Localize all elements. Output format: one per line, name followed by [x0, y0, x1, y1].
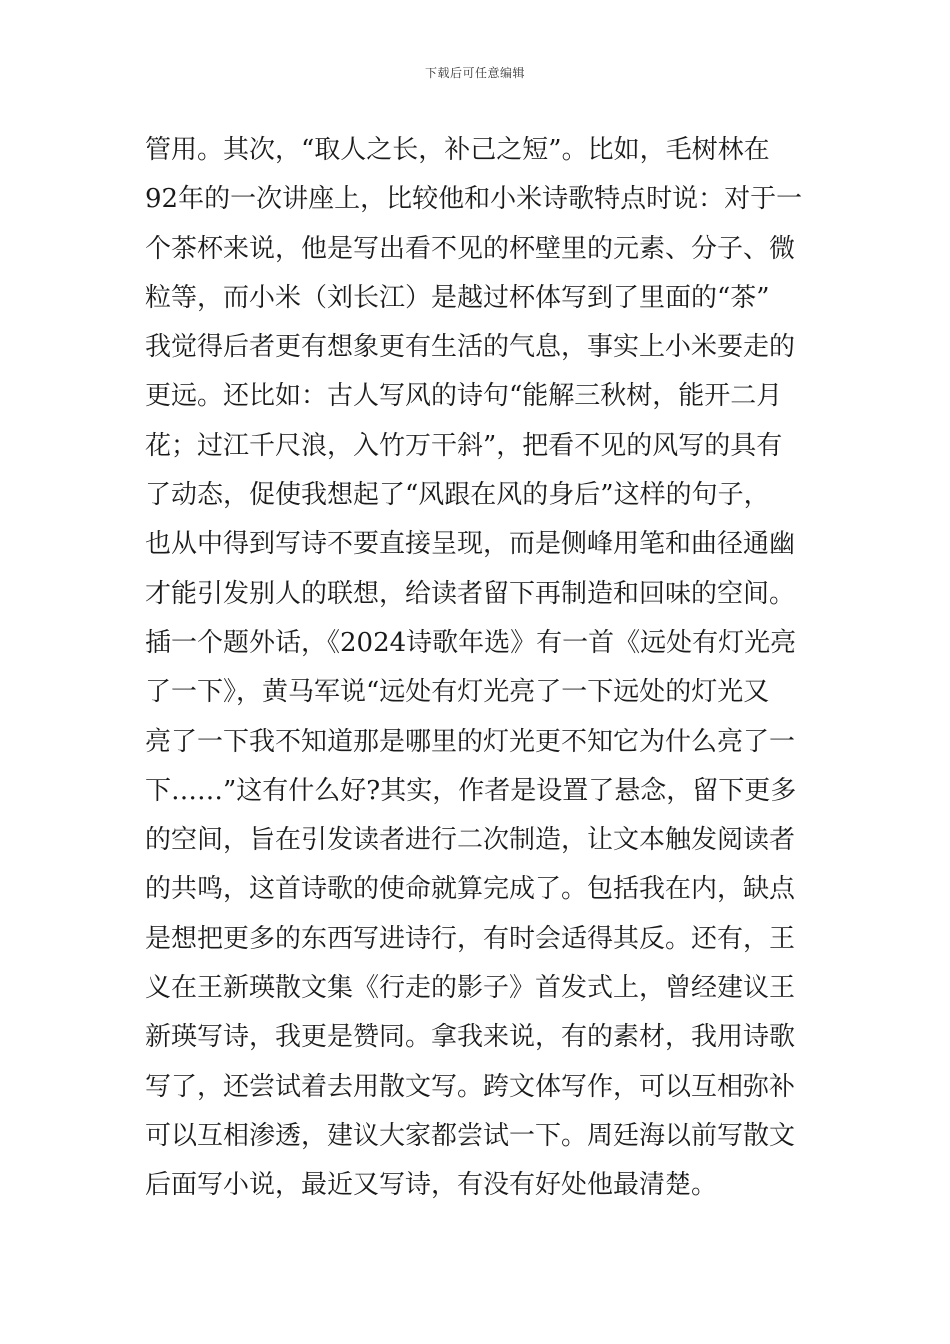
text-line: 新瑛写诗，我更是赞同。拿我来说，有的素材，我用诗歌 — [145, 1022, 796, 1053]
text-line: 才能引发别人的联想，给读者留下再制造和回味的空间。 — [145, 578, 796, 609]
page-header: 下载后可任意编辑 — [424, 66, 525, 80]
text-line: 管用。其次，“取人之长，补己之短”。比如，毛树林在 — [145, 135, 770, 165]
text-line: 花；过江千尺浪，入竹万干斜”，把看不见的风写的具有 — [145, 430, 783, 461]
text-line: 后面写小说，最近又写诗，有没有好处他最清楚。 — [145, 1170, 718, 1201]
text-line: 92年的一次讲座上，比较他和小米诗歌特点时说：对于一 — [145, 184, 803, 215]
text-line: 粒等，而小米（刘长江）是越过杯体写到了里面的“茶” — [145, 282, 770, 313]
text-line: 写了，还尝试着去用散文写。跨文体写作，可以互相弥补 — [145, 1071, 796, 1102]
text-line: 义在王新瑛散文集《行走的影子》首发式上，曾经建议王 — [145, 973, 796, 1004]
text-line: 我觉得后者更有想象更有生活的气息，事实上小米要走的 — [145, 332, 796, 363]
text-line: 的空间，旨在引发读者进行二次制造，让文本触发阅读者 — [145, 825, 796, 856]
text-line: 的共鸣，这首诗歌的使命就算完成了。包括我在内，缺点 — [145, 874, 796, 905]
text-line: 个茶杯来说，他是写出看不见的杯壁里的元素、分子、微 — [145, 233, 796, 264]
text-line: 也从中得到写诗不要直接呈现，而是侧峰用笔和曲径通幽 — [145, 529, 796, 560]
text-line: 了一下》，黄马军说“远处有灯光亮了一下远处的灯光又 — [145, 677, 770, 708]
text-line: 插一个题外话，《2024诗歌年选》有一首《远处有灯光亮 — [145, 627, 797, 658]
text-line: 了动态，促使我想起了“风跟在风的身后”这样的句子， — [145, 480, 770, 511]
text-line: 更远。还比如：古人写风的诗句“能解三秋树，能开二月 — [145, 381, 783, 412]
document-body — [145, 126, 810, 1211]
text-line: 可以互相渗透，建议大家都尝试一下。周廷海以前写散文 — [145, 1120, 796, 1151]
text-line: 亮了一下我不知道那是哪里的灯光更不知它为什么亮了一 — [145, 726, 796, 757]
text-line: 是想把更多的东西写进诗行，有时会适得其反。还有，王 — [145, 923, 796, 954]
text-line: 下……”这有什么好?其实，作者是设置了悬念，留下更多 — [145, 775, 797, 806]
